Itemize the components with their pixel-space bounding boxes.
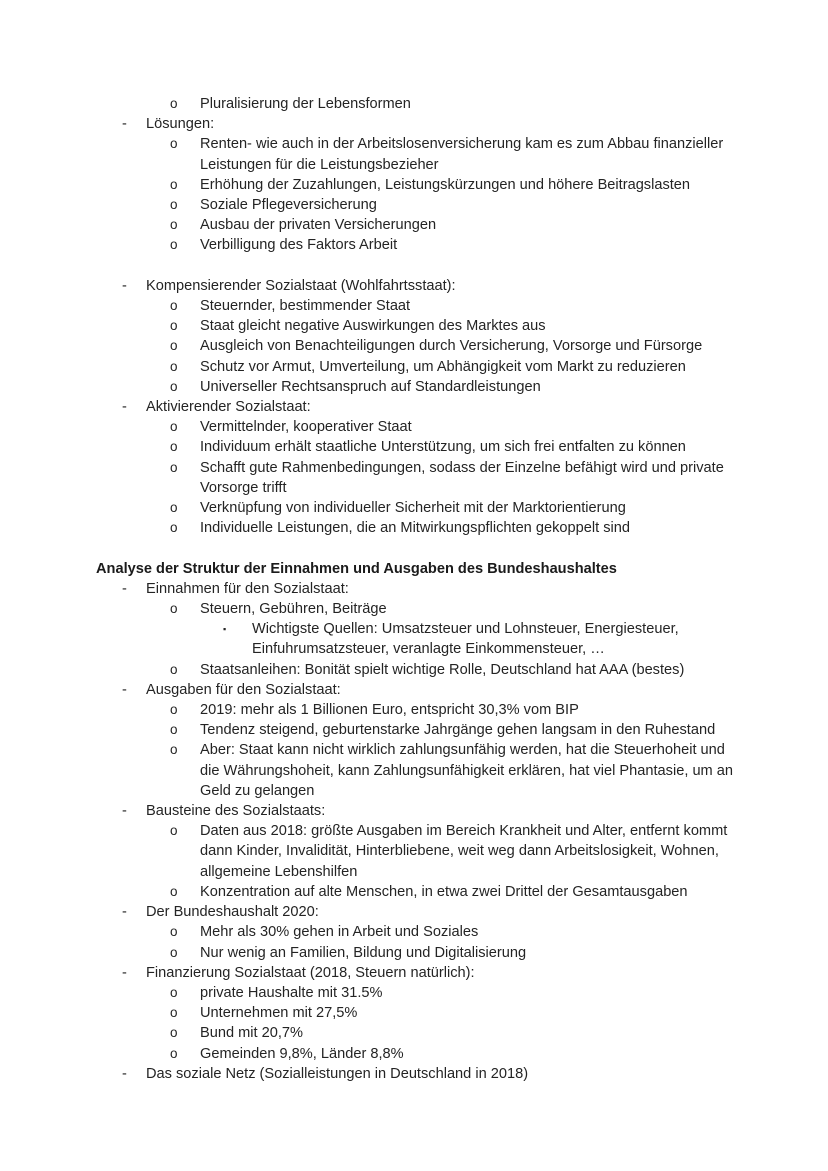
list-item-text: Schutz vor Armut, Umverteilung, um Abhängigkeit vom Markt zu reduzieren [200, 358, 686, 375]
list-item-text: Bund mit 20,7% [200, 1025, 304, 1042]
list-item-level-2 [170, 417, 736, 437]
circle-bullet-icon: o [170, 1045, 178, 1061]
dash-bullet-icon: - [122, 904, 127, 921]
list-item-level-2 [170, 175, 736, 195]
circle-bullet-icon: o [170, 520, 178, 536]
circle-bullet-icon: o [170, 217, 178, 233]
circle-bullet-icon: o [170, 823, 178, 839]
list-item-level-2 [170, 700, 736, 720]
list-item-level-1 [122, 579, 736, 599]
list-item-level-2 [170, 437, 736, 457]
list-item-text: Verbilligung des Faktors Arbeit [200, 237, 398, 254]
dash-bullet-icon: - [122, 580, 127, 597]
dash-bullet-icon: - [122, 277, 127, 294]
list-item-text: Konzentration auf alte Menschen, in etwa zwei Drittel der Gesamtausgaben [200, 883, 688, 900]
list-item-text: Individuelle Leistungen, die an Mitwirkungspflichten gekoppelt sind [200, 520, 630, 537]
list-item-text: Mehr als 30% gehen in Arbeit und Soziales [200, 924, 479, 941]
list-item-text: Renten- wie auch in der Arbeitslosenversicherung kam es zum Abbau finanzieller Leistungen für die Leistungsbezieher [200, 136, 724, 173]
list-item-text: Ausbau der privaten Versicherungen [200, 217, 437, 234]
square-bullet-icon: ▪ [223, 624, 227, 635]
list-item-level-2 [170, 821, 736, 882]
list-item-text: Verknüpfung von individueller Sicherheit mit der Marktorientierung [200, 500, 626, 517]
list-item-level-3 [223, 619, 736, 659]
list-item-level-2 [170, 740, 736, 801]
list-item-level-2 [170, 134, 736, 174]
dash-bullet-icon: - [122, 803, 127, 820]
circle-bullet-icon: o [170, 984, 178, 1000]
circle-bullet-icon: o [170, 742, 178, 758]
list-item-level-1 [122, 276, 736, 296]
list-item-text: Steuern, Gebühren, Beiträge [200, 601, 387, 618]
list-item-level-2 [170, 498, 736, 518]
circle-bullet-icon: o [170, 1025, 178, 1041]
list-item-text: private Haushalte mit 31.5% [200, 984, 383, 1001]
list-item-level-2 [170, 599, 736, 619]
list-item-text: Das soziale Netz (Sozialleistungen in Deutschland in 2018) [146, 1065, 529, 1082]
dash-bullet-icon: - [122, 399, 127, 416]
circle-bullet-icon: o [170, 176, 178, 192]
blank-line [96, 538, 736, 558]
list-item-level-2 [170, 518, 736, 538]
list-item-text: Schafft gute Rahmenbedingungen, sodass der Einzelne befähigt wird und private Vorsorge trifft [200, 459, 724, 496]
list-item-level-2 [170, 882, 736, 902]
dash-bullet-icon: - [122, 681, 127, 698]
list-item-text: Staat gleicht negative Auswirkungen des Marktes aus [200, 318, 546, 335]
list-item-level-2 [170, 1023, 736, 1043]
dash-bullet-icon: - [122, 1065, 127, 1082]
document-body [96, 94, 736, 1084]
circle-bullet-icon: o [170, 702, 178, 718]
list-item-text: 2019: mehr als 1 Billionen Euro, entspricht 30,3% vom BIP [200, 702, 579, 719]
circle-bullet-icon: o [170, 378, 178, 394]
list-item-level-2 [170, 983, 736, 1003]
list-item-text: Pluralisierung der Lebensformen [200, 96, 411, 112]
section-heading: Analyse der Struktur der Einnahmen und Ausgaben des Bundeshaushaltes [96, 560, 617, 577]
list-item-text: Bausteine des Sozialstaats: [146, 803, 326, 820]
list-item-text: Nur wenig an Familien, Bildung und Digitalisierung [200, 944, 527, 961]
list-item-text: Individuum erhält staatliche Unterstützung, um sich frei entfalten zu können [200, 439, 686, 456]
list-item-level-2 [170, 316, 736, 336]
list-item-text: Ausgleich von Benachteiligungen durch Versicherung, Vorsorge und Fürsorge [200, 338, 703, 355]
list-item-text: Einnahmen für den Sozialstaat: [146, 580, 349, 597]
list-item-text: Universeller Rechtsanspruch auf Standardleistungen [200, 378, 541, 395]
circle-bullet-icon: o [170, 197, 178, 213]
circle-bullet-icon: o [170, 419, 178, 435]
list-item-text: Soziale Pflegeversicherung [200, 197, 377, 214]
list-item-text: Aktivierender Sozialstaat: [146, 399, 311, 416]
circle-bullet-icon: o [170, 1005, 178, 1021]
list-item-level-1 [122, 963, 736, 983]
list-item-text: Kompensierender Sozialstaat (Wohlfahrtsstaat): [146, 277, 456, 294]
list-item-level-1 [122, 397, 736, 417]
circle-bullet-icon: o [170, 883, 178, 899]
list-item-text: Erhöhung der Zuzahlungen, Leistungskürzungen und höhere Beitragslasten [200, 176, 691, 193]
list-item-level-1 [122, 801, 736, 821]
list-item-level-2 [170, 336, 736, 356]
list-item-level-2 [170, 943, 736, 963]
circle-bullet-icon: o [170, 358, 178, 374]
list-item-level-2 [170, 215, 736, 235]
list-item-level-2 [170, 1044, 736, 1064]
list-item-text: Aber: Staat kann nicht wirklich zahlungsunfähig werden, hat die Steuerhoheit und die Währungshoheit, kann Zahlungsunfähigkeit erklären, hat viel Phantasie, um an Geld zu gelangen [200, 742, 733, 799]
circle-bullet-icon: o [170, 338, 178, 354]
circle-bullet-icon: o [170, 298, 178, 314]
circle-bullet-icon: o [170, 500, 178, 516]
list-item-text: Lösungen: [146, 116, 215, 133]
circle-bullet-icon: o [170, 459, 178, 475]
circle-bullet-icon: o [170, 136, 178, 152]
circle-bullet-icon: o [170, 601, 178, 617]
blank-line [96, 256, 736, 276]
list-item-level-1 [122, 902, 736, 922]
list-item-level-2 [170, 296, 736, 316]
circle-bullet-icon: o [170, 237, 178, 253]
list-item-text: Daten aus 2018: größte Ausgaben im Bereich Krankheit und Alter, entfernt kommt dann Kinder, Invalidität, Hinterbliebene, weit weg dann Arbeitslosigkeit, Wohnen, allgemeine Lebenshilfen [200, 823, 728, 880]
list-item-level-2 [170, 377, 736, 397]
list-item-text: Gemeinden 9,8%, Länder 8,8% [200, 1045, 404, 1062]
dash-bullet-icon: - [122, 964, 127, 981]
list-item-text: Wichtigste Quellen: Umsatzsteuer und Lohnsteuer, Energiesteuer, Einfuhrumsatzsteuer, veranlagte Einkommensteuer, … [252, 621, 679, 658]
list-item-level-2 [170, 458, 736, 498]
list-item-level-2 [170, 235, 736, 255]
list-item-level-2 [170, 720, 736, 740]
list-item-text: Der Bundeshaushalt 2020: [146, 904, 319, 921]
list-item-text: Steuernder, bestimmender Staat [200, 298, 411, 315]
list-item-level-2 [170, 1003, 736, 1023]
list-item-level-2 [170, 357, 736, 377]
circle-bullet-icon: o [170, 722, 178, 738]
list-item-text: Staatsanleihen: Bonität spielt wichtige Rolle, Deutschland hat AAA (bestes) [200, 661, 685, 678]
list-item-text: Tendenz steigend, geburtenstarke Jahrgänge gehen langsam in den Ruhestand [200, 722, 716, 739]
list-item-text: Ausgaben für den Sozialstaat: [146, 681, 341, 698]
list-item-level-1 [122, 1064, 736, 1084]
list-item-level-2 [170, 660, 736, 680]
list-item-text: Vermittelnder, kooperativer Staat [200, 419, 412, 436]
dash-bullet-icon: - [122, 116, 127, 133]
circle-bullet-icon: o [170, 944, 178, 960]
list-item-text: Finanzierung Sozialstaat (2018, Steuern natürlich): [146, 964, 475, 981]
circle-bullet-icon: o [170, 96, 178, 111]
list-item-level-2 [170, 922, 736, 942]
circle-bullet-icon: o [170, 318, 178, 334]
circle-bullet-icon: o [170, 924, 178, 940]
list-item-level-2 [170, 195, 736, 215]
list-item-level-2 [170, 94, 736, 114]
circle-bullet-icon: o [170, 439, 178, 455]
list-item-level-1 [122, 114, 736, 134]
list-item-text: Unternehmen mit 27,5% [200, 1005, 358, 1022]
list-item-level-1 [122, 680, 736, 700]
circle-bullet-icon: o [170, 661, 178, 677]
